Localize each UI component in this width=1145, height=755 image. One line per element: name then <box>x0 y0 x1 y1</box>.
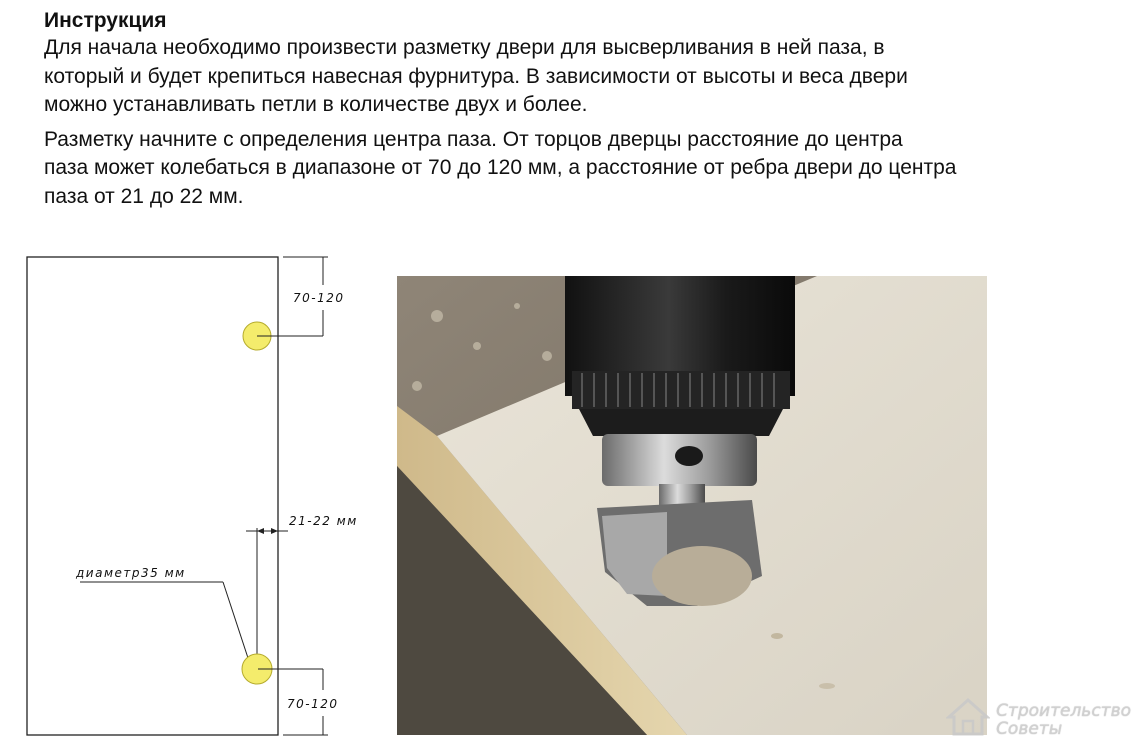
instruction-paragraph-2: Разметку начните с определения центра паза. От торцов дверцы расстояние до центра паза может колебаться в диапазоне от 70 до 120 мм, а расстояние от ребра двери до центра паза от 21 до 22 мм. <box>44 127 957 208</box>
house-logo-icon <box>946 697 990 742</box>
door-marking-diagram <box>0 220 390 750</box>
drilling-photo <box>397 276 987 735</box>
door-outline <box>27 257 278 735</box>
watermark <box>946 697 1131 742</box>
instruction-text <box>44 8 1124 211</box>
instruction-title: Инструкция <box>44 9 167 32</box>
watermark-line-1: Строительство <box>996 700 1131 721</box>
edge-dimension-label: 21-22 мм <box>289 514 358 528</box>
diameter-label: диаметр35 мм <box>76 566 186 580</box>
instruction-paragraph-1: Для начала необходимо произвести разметку двери для высверливания в ней паза, в который и будет крепиться навесная фурнитура. В зависимости от высоты и веса двери можно устанавливать петли в количестве двух и более. <box>44 36 908 116</box>
bottom-dimension-label: 70-120 <box>287 697 339 711</box>
top-dimension-label: 70-120 <box>293 291 345 305</box>
watermark-line-2: Советы <box>996 718 1063 739</box>
